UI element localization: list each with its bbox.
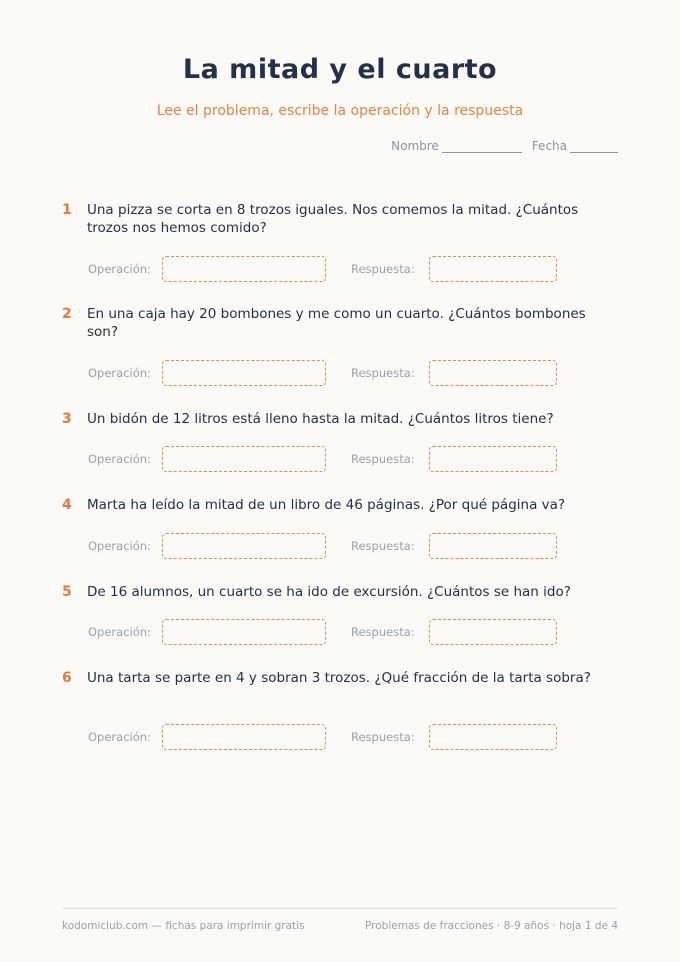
problem-text: Un bidón de 12 litros está lleno hasta la mitad. ¿Cuántos litros tiene?: [87, 411, 554, 427]
operation-box[interactable]: [162, 256, 326, 282]
footer-site: kodomiclub.com — fichas para imprimir gratis: [62, 920, 305, 932]
page-subtitle: Lee el problema, escribe la operación y la respuesta: [156, 103, 524, 119]
page-title: La mitad y el cuarto: [182, 54, 498, 85]
problem-2: [62, 305, 622, 380]
problem-number: 6: [62, 670, 72, 686]
problem-4: [62, 496, 622, 553]
operation-box[interactable]: [162, 360, 326, 386]
answer-row: [88, 446, 557, 472]
problem-6: [62, 669, 622, 744]
problem-1: [62, 201, 622, 276]
answer-label: Respuesta:: [351, 262, 415, 276]
operation-box[interactable]: [162, 533, 326, 559]
footer: [62, 920, 618, 932]
problem-number: 3: [62, 411, 72, 427]
problem-5: [62, 583, 622, 639]
operation-label: Operación:: [88, 625, 151, 639]
answer-box[interactable]: [429, 619, 557, 645]
answer-row: [88, 360, 557, 386]
operation-label: Operación:: [88, 262, 151, 276]
answer-label: Respuesta:: [351, 539, 415, 553]
problem-text: De 16 alumnos, un cuarto se ha ido de excursión. ¿Cuántos se han ido?: [87, 584, 571, 600]
operation-box[interactable]: [162, 446, 326, 472]
problem-3: [62, 410, 622, 466]
answer-row: [88, 256, 557, 282]
answer-box[interactable]: [429, 533, 557, 559]
name-field[interactable]: [391, 139, 522, 153]
operation-label: Operación:: [88, 366, 151, 380]
problem-text: Una tarta se parte en 4 y sobran 3 trozos. ¿Qué fracción de la tarta sobra?: [87, 670, 591, 686]
operation-label: Operación:: [88, 730, 151, 744]
answer-row: [88, 619, 557, 645]
name-label: Nombre: [391, 139, 439, 153]
answer-label: Respuesta:: [351, 730, 415, 744]
answer-box[interactable]: [429, 446, 557, 472]
date-field[interactable]: [532, 139, 618, 153]
student-info: [391, 139, 618, 153]
answer-label: Respuesta:: [351, 625, 415, 639]
problem-number: 5: [62, 584, 72, 600]
answer-row: [88, 724, 557, 750]
date-line[interactable]: [570, 141, 618, 153]
footer-divider: [62, 908, 618, 909]
operation-label: Operación:: [88, 452, 151, 466]
operation-label: Operación:: [88, 539, 151, 553]
operation-box[interactable]: [162, 724, 326, 750]
problem-text: En una caja hay 20 bombones y me como un cuarto. ¿Cuántos bombones son?: [87, 306, 586, 340]
problem-text: Una pizza se corta en 8 trozos iguales. Nos comemos la mitad. ¿Cuántos trozos nos hemos comido?: [87, 202, 579, 236]
operation-box[interactable]: [162, 619, 326, 645]
date-label: Fecha: [531, 139, 567, 153]
answer-label: Respuesta:: [351, 452, 415, 466]
answer-box[interactable]: [429, 360, 557, 386]
answer-label: Respuesta:: [351, 366, 415, 380]
problem-number: 4: [62, 497, 72, 513]
footer-sheet-info: Problemas de fracciones · 8-9 años · hoja 1 de 4: [365, 920, 618, 932]
answer-box[interactable]: [429, 256, 557, 282]
answer-row: [88, 533, 557, 559]
name-line[interactable]: [442, 141, 522, 153]
problem-number: 2: [62, 306, 72, 322]
problem-text: Marta ha leído la mitad de un libro de 46 páginas. ¿Por qué página va?: [87, 497, 566, 513]
problem-number: 1: [62, 202, 72, 218]
answer-box[interactable]: [429, 724, 557, 750]
